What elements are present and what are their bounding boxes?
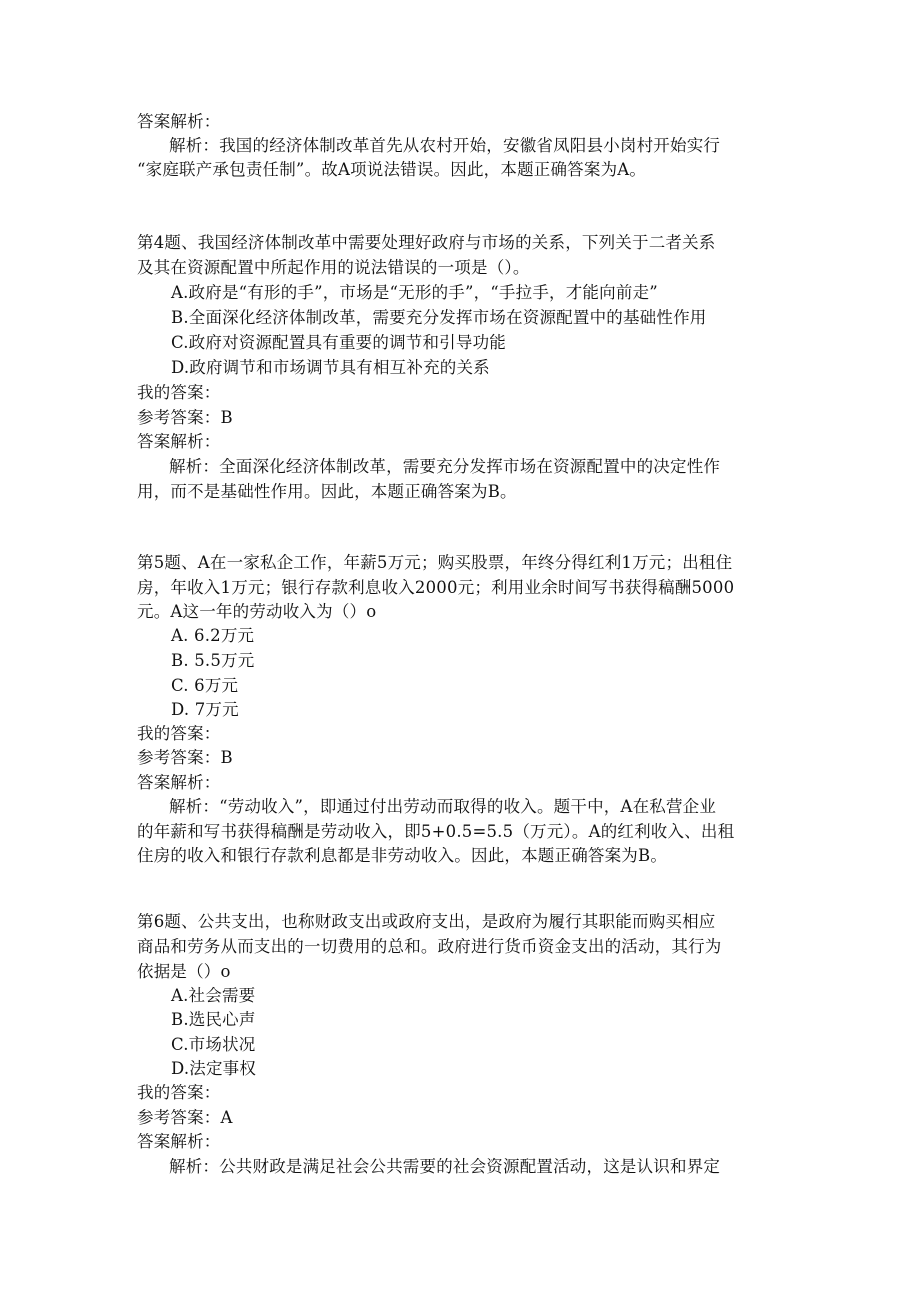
q6-option-d: D.法定事权 bbox=[171, 1059, 257, 1078]
q6-question-line-3: 依据是（）o bbox=[137, 962, 231, 981]
q5-analysis-label: 答案解析： bbox=[137, 773, 221, 792]
q5-option-c: C. 6万元 bbox=[171, 676, 239, 695]
q6-option-b: B.选民心声 bbox=[171, 1010, 256, 1029]
q6-option-a: A.社会需要 bbox=[171, 986, 256, 1005]
q6-analysis-line-1: 解析：公共财政是满足社会公共需要的社会资源配置活动，这是认识和界定 bbox=[169, 1157, 721, 1176]
q3-analysis-line-2: “家庭联产承包责任制”。故A项说法错误。因此，本题正确答案为A。 bbox=[137, 160, 647, 179]
q4-analysis-label: 答案解析： bbox=[137, 432, 221, 451]
q5-analysis-line-3: 住房的收入和银行存款利息都是非劳动收入。因此，本题正确答案为B。 bbox=[137, 846, 668, 865]
q6-question-line-1: 第6题、公共支出，也称财政支出或政府支出，是政府为履行其职能而购买相应 bbox=[137, 912, 716, 931]
q5-option-b: B. 5.5万元 bbox=[171, 651, 255, 670]
q4-question-line-1: 第4题、我国经济体制改革中需要处理好政府与市场的关系，下列关于二者关系 bbox=[137, 233, 716, 252]
q4-option-d: D.政府调节和市场调节具有相互补充的关系 bbox=[171, 358, 490, 377]
q5-option-d: D. 7万元 bbox=[171, 700, 239, 719]
q6-my-answer: 我的答案： bbox=[137, 1083, 221, 1102]
q6-option-c: C.市场状况 bbox=[171, 1035, 256, 1054]
q5-analysis-line-1: 解析：“劳动收入”，即通过付出劳动而取得的收入。题干中，A在私营企业 bbox=[169, 797, 717, 816]
q4-reference-answer: 参考答案：B bbox=[137, 408, 233, 427]
q6-analysis-label: 答案解析： bbox=[137, 1132, 221, 1151]
q4-analysis-line-1: 解析：全面深化经济体制改革，需要充分发挥市场在资源配置中的决定性作 bbox=[169, 457, 721, 476]
q4-my-answer: 我的答案： bbox=[137, 383, 221, 402]
q5-my-answer: 我的答案： bbox=[137, 724, 221, 743]
q5-analysis-line-2: 的年薪和写书获得稿酬是劳动收入，即5+0.5=5.5（万元）。A的红利收入、出租 bbox=[137, 822, 735, 841]
q4-option-a: A.政府是“有形的手”，市场是“无形的手”，“手拉手，才能向前走” bbox=[171, 283, 658, 302]
q4-option-b: B.全面深化经济体制改革，需要充分发挥市场在资源配置中的基础性作用 bbox=[171, 308, 707, 327]
q5-reference-answer: 参考答案：B bbox=[137, 748, 233, 767]
q4-option-c: C.政府对资源配置具有重要的调节和引导功能 bbox=[171, 333, 506, 352]
q4-question-line-2: 及其在资源配置中所起作用的说法错误的一项是（）。 bbox=[137, 258, 530, 277]
q3-analysis-label: 答案解析： bbox=[137, 112, 221, 131]
q5-option-a: A. 6.2万元 bbox=[171, 626, 255, 645]
q5-question-line-2: 房，年收入1万元；银行存款利息收入2000元；利用业余时间写书获得稿酬5000 bbox=[137, 578, 735, 597]
q6-question-line-2: 商品和劳务从而支出的一切费用的总和。政府进行货币资金支出的活动，其行为 bbox=[137, 937, 722, 956]
q5-question-line-1: 第5题、A在一家私企工作，年薪5万元；购买股票，年终分得红利1万元；出租住 bbox=[137, 553, 733, 572]
q6-reference-answer: 参考答案：A bbox=[137, 1108, 233, 1127]
q4-analysis-line-2: 用，而不是基础性作用。因此，本题正确答案为B。 bbox=[137, 482, 517, 501]
q5-question-line-3: 元。A这一年的劳动收入为（）o bbox=[137, 602, 377, 621]
q3-analysis-line-1: 解析：我国的经济体制改革首先从农村开始，安徽省凤阳县小岗村开始实行 bbox=[169, 136, 721, 155]
